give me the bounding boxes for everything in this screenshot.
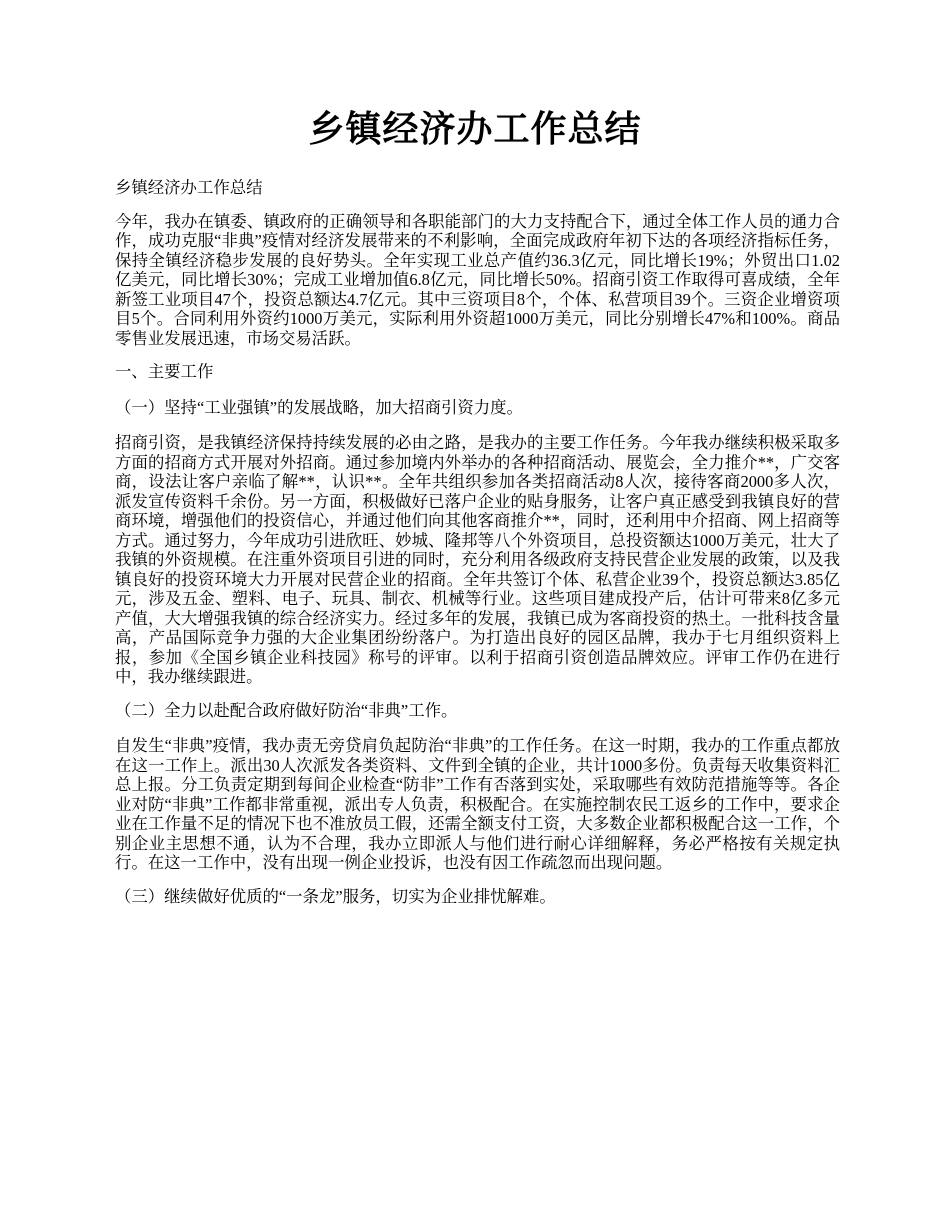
investment-paragraph: 招商引资，是我镇经济保持持续发展的必由之路，是我办的主要工作任务。今年我办继续积极采取多方面的招商方式开展对外招商。通过参加境内外举办的各种招商活动、展览会，全力推介**，广交客商，设法让客户亲临了解**，认识**。全年共组织参加各类招商活动8人次，接待客商2000多人次，派发宣传资料千余份。另一方面，积极做好已落户企业的贴身服务，让客户真正感受到我镇良好的营商环境，增强他们的投资信心，并通过他们向其他客商推介**，同时，还利用中介招商、网上招商等方式。通过努力，今年成功引进欣旺、妙城、隆邦等八个外资项目，总投资额达1000万美元，壮大了我镇的外资规模。在注重外资项目引进的同时，充分利用各级政府支持民营企业发展的政策，以及我镇良好的投资环境大力开展对民营企业的招商。全年共签订个体、私营企业39个，投资总额达3.85亿元，涉及五金、塑料、电子、玩具、制衣、机械等行业。这些项目建成投产后，估计可带来8亿多元产值，大大增强我镇的综合经济实力。经过多年的发展，我镇已成为客商投资的热土。一批科技含量高，产品国际竞争力强的大企业集团纷纷落户。为打造出良好的园区品牌，我办于七月组织资料上报，参加《全国乡镇企业科技园》称号的评审。以利于招商引资创造品牌效应。评审工作仍在进行中，我办继续跟进。 bbox=[115, 433, 840, 686]
document-body bbox=[115, 178, 840, 922]
section-heading-main-work: 一、主要工作 bbox=[115, 362, 214, 381]
intro-paragraph: 今年，我办在镇委、镇政府的正确领导和各职能部门的大力支持配合下，通过全体工作人员的通力合作，成功克服“非典”疫情对经济发展带来的不利影响，全面完成政府年初下达的各项经济指标任务，保持全镇经济稳步发展的良好势头。全年实现工业总产值约36.3亿元，同比增长19%；外贸出口1.02亿美元，同比增长30%；完成工业增加值6.8亿元，同比增长50%。招商引资工作取得可喜成绩，全年新签工业项目47个，投资总额达4.7亿元。其中三资项目8个，个体、私营项目39个。三资企业增资项目5个。合同利用外资约1000万美元，实际利用外资超1000万美元，同比分别增长47%和100%。商品零售业发展迅速，市场交易活跃。 bbox=[115, 211, 840, 348]
document-title: 乡镇经济办工作总结 bbox=[308, 109, 642, 149]
document-subtitle: 乡镇经济办工作总结 bbox=[115, 178, 263, 197]
subsection-heading-service: （三）继续做好优质的“一条龙”服务，切实为企业排忧解难。 bbox=[115, 886, 556, 906]
subsection-heading-investment: （一）坚持“工业强镇”的发展战略，加大招商引资力度。 bbox=[115, 397, 523, 417]
subsection-heading-sars: （二）全力以赴配合政府做好防治“非典”工作。 bbox=[115, 700, 458, 720]
sars-paragraph: 自发生“非典”疫情，我办责无旁贷肩负起防治“非典”的工作任务。在这一时期，我办的工作重点都放在这一工作上。派出30人次派发各类资料、文件到全镇的企业，共计1000多份。负责每天收集资料汇总上报。分工负责定期到每间企业检查“防非”工作有否落到实处，采取哪些有效防范措施等等。各企业对防“非典”工作都非常重视，派出专人负责，积极配合。在实施控制农民工返乡的工作中，要求企业在工作量不足的情况下也不准放员工假，还需全额支付工资，大多数企业都积极配合这一工作，个别企业主思想不通，认为不合理，我办立即派人与他们进行耐心详细解释，务必严格按有关规定执行。在这一工作中，没有出现一例企业投诉，也没有因工作疏忽而出现问题。 bbox=[115, 736, 840, 872]
